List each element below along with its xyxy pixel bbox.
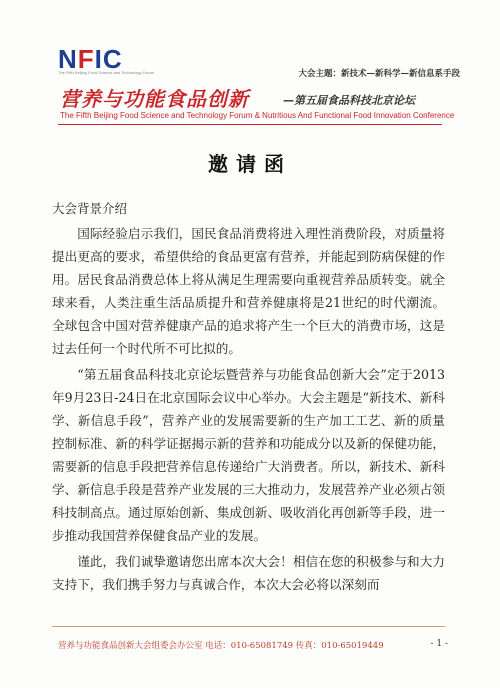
document-title: 邀请函 xyxy=(208,152,292,176)
page-number: - 1 - xyxy=(430,639,448,649)
logo-letters-ic: IC xyxy=(94,44,123,74)
conference-theme: 大会主题：新技术—新科学—新信息系手段 xyxy=(298,69,460,79)
event-title-english: The Fifth Beijing Food Science and Technology Forum & Nutritious And Functional Food Innovation Conference xyxy=(60,111,455,120)
event-title: 营养与功能食品创新 xyxy=(60,87,249,111)
header-divider xyxy=(58,124,442,125)
event-subtitle: —第五届食品科技北京论坛 xyxy=(283,94,415,107)
logo-tagline: The Fifth Beijing Food Science and Technology Forum xyxy=(58,70,155,75)
logo-letter-f: F xyxy=(77,44,95,74)
paragraph-3: 谨此，我们诚挚邀请您出席本次大会！相信在您的积极参与和大力支持下，我们携手努力与真诚合作，本次大会必将以深刻而 xyxy=(52,554,445,592)
body-text xyxy=(52,222,445,599)
logo-letter-n: N xyxy=(58,44,78,74)
section-heading: 大会背景介绍 xyxy=(52,201,128,216)
paragraph-2: “第五届食品科技北京论坛暨营养与功能食品创新大会”定于2013年9月23日-24日在北京国际会议中心举办。大会主题是“新技术、新科学、新信息手段”，营养产业的发展需要新的生产加工工艺、新的质量控制标准、新的科学证据揭示新的营养和功能成分以及新的保健功能，需要新的信息手段把营养信息传递给广大消费者。所以，新技术、新科学、新信息手段是营养产业发展的三大推动力，发展营养产业必须占领科技制高点。通过原始创新、集成创新、吸收消化再创新等手段，进一步推动我国营养保健食品产业的发展。 xyxy=(52,367,445,543)
footer-divider xyxy=(52,626,445,627)
footer-contact: 营养与功能食品创新大会组委会办公室 电话：010-65081749 传真：010-65019449 xyxy=(58,641,384,651)
paragraph-1: 国际经验启示我们，国民食品消费将进入理性消费阶段，对质量将提出更高的要求，希望供给的食品更富有营养，并能起到防病保健的作用。居民食品消费总体上将从满足生理需要向重视营养品质转变。就全球来看，人类注重生活品质提升和营养健康将是21世纪的时代潮流。全球包含中国对营养健康产品的追求将产生一个巨大的消费市场，这是过去任何一个时代所不可比拟的。 xyxy=(52,226,445,356)
